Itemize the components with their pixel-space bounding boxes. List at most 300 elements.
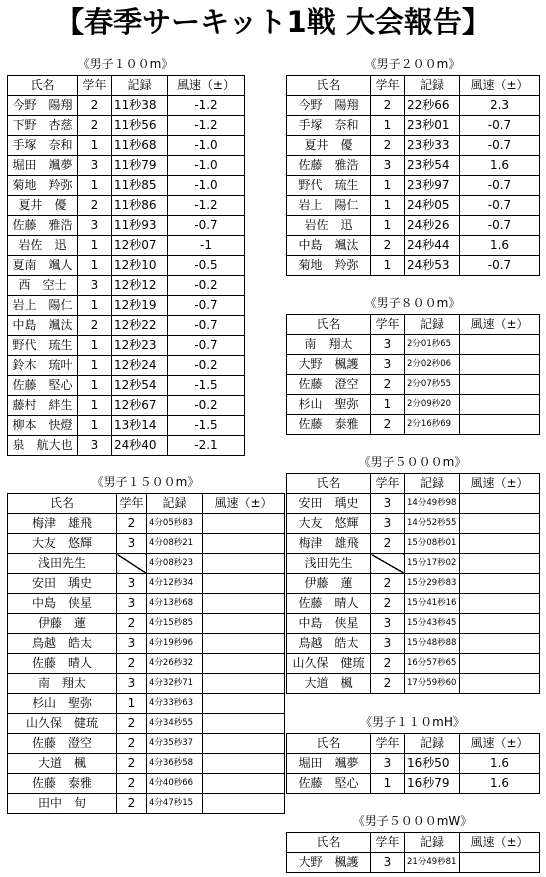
grade: 2 [78,196,112,216]
header-record: 記録 [147,494,203,514]
table-row [8,396,245,416]
grade: 3 [371,514,405,534]
table-row [8,514,285,534]
athlete-name: 岩上 陽仁 [287,196,371,216]
grade: 3 [78,436,112,456]
header-grade: 学年 [78,76,112,96]
header-name: 氏名 [287,833,371,853]
table-row [287,853,540,873]
wind: -2.1 [168,436,245,456]
athlete-name: 夏井 優 [287,136,371,156]
record: 23秒54 [405,156,460,176]
record: 11秒79 [112,156,168,176]
grade: 1 [371,216,405,236]
table-row [287,554,540,574]
grade: 3 [371,335,405,355]
wind: -1.2 [168,196,245,216]
athlete-name: 柳本 快燈 [8,416,78,436]
record: 4分13秒68 [147,594,203,614]
athlete-name: 野代 琉生 [287,176,371,196]
wind: 1.6 [460,156,540,176]
athlete-name: 今野 陽翔 [287,96,371,116]
header-row [8,494,285,514]
wind [460,574,540,594]
athlete-name: 梅津 雄飛 [287,534,371,554]
wind [203,674,285,694]
wind: -1.0 [168,156,245,176]
grade: 3 [371,614,405,634]
athlete-name: 浅田先生 [8,554,117,574]
record: 15分08秒01 [405,534,460,554]
record: 12秒24 [112,356,168,376]
record: 2分02秒06 [405,355,460,375]
athlete-name: 伊藤 蓮 [8,614,117,634]
header-grade: 学年 [371,734,405,754]
grade: 2 [117,614,147,634]
grade: 2 [117,734,147,754]
athlete-name: 鳥越 皓太 [287,634,371,654]
header-wind: 風速（±） [203,494,285,514]
wind [460,335,540,355]
table-row [287,754,540,774]
header-name: 氏名 [8,494,117,514]
athlete-name: 岩上 陽仁 [8,296,78,316]
wind: -0.7 [168,336,245,356]
wind [460,594,540,614]
wind [203,614,285,634]
record: 12秒23 [112,336,168,356]
header-wind: 風速（±） [460,474,540,494]
table-row [287,176,540,196]
athlete-name: 手塚 奈和 [287,116,371,136]
table-row [287,494,540,514]
header-name: 氏名 [287,315,371,335]
table-row [8,554,285,574]
page-title: 【春季サーキット1戦 大会報告】 [55,5,491,39]
wind: -0.2 [168,356,245,376]
wind: -0.7 [460,176,540,196]
wind: -0.7 [460,116,540,136]
record: 2分09秒20 [405,395,460,415]
grade: 1 [371,116,405,136]
athlete-name: 堀田 颯夢 [8,156,78,176]
athlete-name: 中島 颯汰 [8,316,78,336]
athlete-name: 大友 悠輝 [287,514,371,534]
table-row [287,375,540,395]
grade: 1 [78,416,112,436]
wind [203,534,285,554]
athlete-name: 大野 楓護 [287,355,371,375]
grade: 3 [117,534,147,554]
wind: 2.3 [460,96,540,116]
grade: 2 [117,514,147,534]
record: 12秒07 [112,236,168,256]
grade: 1 [78,336,112,356]
results-table-m200 [286,75,540,276]
wind: -1.0 [168,176,245,196]
header-row [287,76,540,96]
athlete-name: 山久保 健琉 [287,654,371,674]
grade: 1 [78,296,112,316]
header-wind: 風速（±） [460,315,540,335]
table-row [8,216,245,236]
header-record: 記録 [405,315,460,335]
record: 11秒86 [112,196,168,216]
wind [460,355,540,375]
table-row [8,614,285,634]
wind: -0.7 [460,136,540,156]
grade: 2 [371,674,405,694]
grade: 2 [117,654,147,674]
header-wind: 風速（±） [168,76,245,96]
grade: 3 [371,754,405,774]
table-row [8,236,245,256]
header-record: 記録 [405,474,460,494]
wind [203,574,285,594]
table-row [287,335,540,355]
grade: 3 [371,494,405,514]
grade: 1 [117,694,147,714]
wind: -1 [168,236,245,256]
table-row [287,654,540,674]
wind: -0.2 [168,276,245,296]
record: 22秒66 [405,96,460,116]
results-table-m5000 [286,473,540,694]
results-table-m1500 [7,493,285,814]
table-row [287,156,540,176]
wind: -0.5 [168,256,245,276]
athlete-name: 佐藤 泰雅 [287,415,371,435]
table-row [287,634,540,654]
record: 12秒67 [112,396,168,416]
wind: -0.7 [460,196,540,216]
table-row [8,794,285,814]
table-row [8,196,245,216]
wind [203,734,285,754]
athlete-name: 中島 侠星 [287,614,371,634]
wind: -1.5 [168,376,245,396]
wind [460,654,540,674]
wind: -1.2 [168,96,245,116]
table-row [8,316,245,336]
record: 16分57秒65 [405,654,460,674]
table-row [287,574,540,594]
record: 16秒79 [405,774,460,794]
table-row [287,216,540,236]
athlete-name: 下野 杏慈 [8,116,78,136]
header-record: 記録 [112,76,168,96]
record: 17分59秒60 [405,674,460,694]
athlete-name: 佐藤 晴人 [8,654,117,674]
athlete-name: 夏南 颯人 [8,256,78,276]
header-row [287,734,540,754]
table-row [8,436,245,456]
header-grade: 学年 [371,76,405,96]
athlete-name: 鳥越 皓太 [8,634,117,654]
table-row [8,296,245,316]
athlete-name: 大道 楓 [287,674,371,694]
athlete-name: 田中 旬 [8,794,117,814]
table-row [8,276,245,296]
record: 4分34秒55 [147,714,203,734]
grade: 2 [78,116,112,136]
athlete-name: 中島 颯汰 [287,236,371,256]
record: 23秒33 [405,136,460,156]
grade: 3 [117,594,147,614]
wind [203,774,285,794]
wind [460,853,540,873]
results-table-m110h [286,733,540,794]
grade: 3 [78,276,112,296]
record: 24秒05 [405,196,460,216]
record: 12秒12 [112,276,168,296]
section-caption-m200: 《男子２００m》 [364,57,461,71]
record: 14分49秒98 [405,494,460,514]
record: 4分36秒58 [147,754,203,774]
section-caption-m100: 《男子１００m》 [77,57,174,71]
athlete-name: 夏井 優 [8,196,78,216]
record: 4分33秒63 [147,694,203,714]
grade: 3 [117,634,147,654]
record: 4分08秒23 [147,554,203,574]
athlete-name: 安田 瑀史 [287,494,371,514]
grade: 1 [78,176,112,196]
section-caption-m1500: 《男子１５００m》 [91,475,200,489]
record: 15分41秒16 [405,594,460,614]
wind: -0.2 [168,396,245,416]
athlete-name: 伊藤 蓮 [287,574,371,594]
wind: 1.6 [460,754,540,774]
record: 12秒54 [112,376,168,396]
table-row [8,654,285,674]
table-row [287,116,540,136]
table-row [8,754,285,774]
record: 12秒10 [112,256,168,276]
table-row [8,694,285,714]
wind: -1.5 [168,416,245,436]
grade: 1 [78,356,112,376]
table-row [8,634,285,654]
header-grade: 学年 [371,315,405,335]
record: 15分48秒88 [405,634,460,654]
grade: 3 [371,853,405,873]
athlete-name: 泉 航大也 [8,436,78,456]
header-row [8,76,245,96]
grade: 2 [78,96,112,116]
table-row [8,416,245,436]
athlete-name: 大野 楓護 [287,853,371,873]
table-row [287,96,540,116]
wind [203,554,285,574]
grade: 1 [371,196,405,216]
record: 4分32秒71 [147,674,203,694]
grade: 3 [371,634,405,654]
table-row [8,136,245,156]
header-wind: 風速（±） [460,833,540,853]
record: 2分16秒69 [405,415,460,435]
wind [203,794,285,814]
record: 11秒93 [112,216,168,236]
record: 21分49秒81 [405,853,460,873]
grade: 1 [371,395,405,415]
grade: 1 [78,236,112,256]
results-table-m800 [286,314,540,435]
wind [460,674,540,694]
wind: -0.7 [168,216,245,236]
grade: 1 [78,136,112,156]
athlete-name: 杉山 聖弥 [8,694,117,714]
grade: 2 [117,774,147,794]
wind [460,614,540,634]
athlete-name: 佐藤 堅心 [8,376,78,396]
wind [203,714,285,734]
grade: 2 [117,714,147,734]
table-row [287,236,540,256]
table-row [287,774,540,794]
header-row [287,833,540,853]
table-row [287,395,540,415]
record: 24秒53 [405,256,460,276]
athlete-name: 佐藤 堅心 [287,774,371,794]
results-table-m5000w [286,832,540,873]
athlete-name: 佐藤 澄空 [287,375,371,395]
athlete-name: 中島 侠星 [8,594,117,614]
table-row [287,196,540,216]
table-row [8,336,245,356]
header-record: 記録 [405,734,460,754]
table-row [8,376,245,396]
table-row [8,774,285,794]
record: 4分15秒85 [147,614,203,634]
results-table-m100 [7,75,245,456]
record: 11秒38 [112,96,168,116]
table-row [8,574,285,594]
grade: 2 [371,574,405,594]
wind: 1.6 [460,774,540,794]
athlete-name: 梅津 雄飛 [8,514,117,534]
table-row [287,594,540,614]
record: 12秒19 [112,296,168,316]
grade: 2 [371,594,405,614]
record: 14分52秒55 [405,514,460,534]
wind: 1.6 [460,236,540,256]
grade: 1 [78,256,112,276]
table-row [287,614,540,634]
wind: -0.7 [168,316,245,336]
header-row [287,474,540,494]
wind [203,654,285,674]
table-row [287,136,540,156]
header-grade: 学年 [371,833,405,853]
grade: 2 [117,794,147,814]
wind: -0.7 [460,256,540,276]
wind [460,395,540,415]
header-name: 氏名 [287,76,371,96]
record: 24秒26 [405,216,460,236]
wind [203,594,285,614]
athlete-name: 佐藤 雅浩 [287,156,371,176]
grade: 2 [371,236,405,256]
table-row [8,734,285,754]
athlete-name: 大道 楓 [8,754,117,774]
header-record: 記録 [405,833,460,853]
grade: 2 [78,316,112,336]
athlete-name: 堀田 颯夢 [287,754,371,774]
record: 4分35秒37 [147,734,203,754]
header-wind: 風速（±） [460,734,540,754]
record: 23秒97 [405,176,460,196]
header-wind: 風速（±） [460,76,540,96]
athlete-name: 菊地 羚弥 [8,176,78,196]
grade: 2 [371,96,405,116]
athlete-name: 菊地 羚弥 [287,256,371,276]
grade: 1 [371,774,405,794]
record: 4分05秒83 [147,514,203,534]
record: 12秒22 [112,316,168,336]
grade: 3 [78,156,112,176]
record: 24秒44 [405,236,460,256]
grade: 3 [371,355,405,375]
table-row [287,674,540,694]
grade: 1 [371,176,405,196]
athlete-name: 西 空士 [8,276,78,296]
athlete-name: 大友 悠輝 [8,534,117,554]
record: 4分26秒32 [147,654,203,674]
record: 13秒14 [112,416,168,436]
section-caption-m5000w: 《男子５０００mW》 [352,814,473,828]
wind [460,534,540,554]
table-row [8,356,245,376]
table-row [287,355,540,375]
table-row [287,256,540,276]
wind: -1.0 [168,136,245,156]
table-row [287,514,540,534]
table-row [8,116,245,136]
wind [203,634,285,654]
wind: -1.2 [168,116,245,136]
wind [460,634,540,654]
grade: 2 [371,136,405,156]
table-row [8,156,245,176]
athlete-name: 南 翔太 [287,335,371,355]
section-caption-m110h: 《男子１１０mH》 [360,715,465,729]
wind [203,754,285,774]
grade [371,554,405,574]
section-caption-m5000: 《男子５０００m》 [358,455,467,469]
header-name: 氏名 [287,734,371,754]
grade [117,554,147,574]
record: 4分08秒21 [147,534,203,554]
grade: 2 [371,375,405,395]
record: 2分07秒55 [405,375,460,395]
athlete-name: 今野 陽翔 [8,96,78,116]
header-row [287,315,540,335]
athlete-name: 藤村 絆生 [8,396,78,416]
grade: 2 [371,415,405,435]
wind: -0.7 [460,216,540,236]
wind [203,514,285,534]
wind [203,694,285,714]
record: 4分47秒15 [147,794,203,814]
table-row [8,96,245,116]
grade: 3 [117,674,147,694]
athlete-name: 安田 瑀史 [8,574,117,594]
athlete-name: 佐藤 雅浩 [8,216,78,236]
header-name: 氏名 [287,474,371,494]
table-row [8,534,285,554]
record: 4分40秒66 [147,774,203,794]
wind [460,375,540,395]
